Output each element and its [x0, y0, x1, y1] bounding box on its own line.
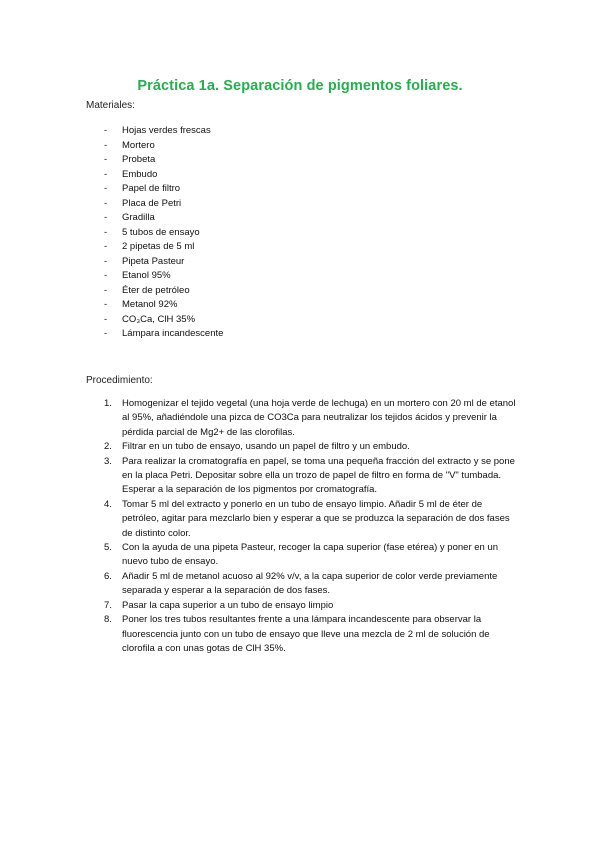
procedure-step: 4. Tomar 5 ml del extracto y ponerlo en un tubo de ensayo limpio. Añadir 5 ml de éter de petróleo, agitar para mezclarlo bien y esperar a que se produzca la separación de dos fases de distinto color.: [104, 498, 510, 539]
procedure-step: 1. Homogenizar el tejido vegetal (una hoja verde de lechuga) en un mortero con 20 ml de etanol al 95%, añadiéndole una pizca de CO3Ca para neutralizar los tejidos ácidos y prevenir la pérdida parcial de Mg2+ de las clorofilas.: [104, 398, 516, 438]
procedure-step: 6. Añadir 5 ml de metanol acuoso al 92% v/v, a la capa superior de color verde previamente separada y esperar a la separación de dos fases.: [104, 570, 498, 597]
procedure-list: [104, 397, 520, 656]
procedure-step: 2. Filtrar en un tubo de ensayo, usando un papel de filtro y un embudo.: [104, 441, 410, 453]
list-item: - CO₃Ca, ClH 35%: [104, 313, 196, 325]
list-item: - Hojas verdes frescas: [104, 125, 211, 136]
list-item: - Lámpara incandescente: [104, 328, 224, 339]
list-item: - Éter de petróleo: [104, 284, 190, 296]
page-title: Práctica 1a. Separación de pigmentos foliares.: [137, 78, 463, 94]
materials-heading: Materiales:: [86, 100, 135, 111]
list-item: - 2 pipetas de 5 ml: [104, 241, 195, 252]
procedure-heading: Procedimiento:: [86, 375, 153, 386]
procedure-step: 5. Con la ayuda de una pipeta Pasteur, recoger la capa superior (fase etérea) y poner en un nuevo tubo de ensayo.: [104, 542, 499, 568]
list-item: - Placa de Petri: [104, 197, 182, 209]
procedure-step: 8. Poner los tres tubos resultantes frente a una lámpara incandescente para observar la fluorescencia junto con un tubo de ensayo que lleve una mezcla de 2 ml de solución de clorofila a con unas gotas de ClH 35%.: [104, 614, 490, 654]
list-item: - Pipeta Pasteur: [104, 255, 185, 267]
list-item: - Probeta: [104, 154, 156, 165]
list-item: - Gradilla: [104, 212, 155, 223]
procedure-step: 7. Pasar la capa superior a un tubo de ensayo limpio: [104, 599, 334, 611]
list-item: - Etanol 95%: [104, 270, 171, 281]
list-item: - Papel de filtro: [104, 183, 181, 194]
materials-list: [104, 124, 223, 342]
list-item: - 5 tubos de ensayo: [104, 226, 200, 238]
list-item: - Embudo: [104, 168, 158, 180]
list-item: - Metanol 92%: [104, 299, 178, 310]
list-item: - Mortero: [104, 139, 155, 151]
procedure-step: 3. Para realizar la cromatografía en papel, se toma una pequeña fracción del extracto y se pone en la placa Petri. Depositar sobre ella un trozo de papel de filtro en forma de "V" tumbada. Esperar a la separación de los pigmentos por cromatografía.: [104, 455, 515, 496]
